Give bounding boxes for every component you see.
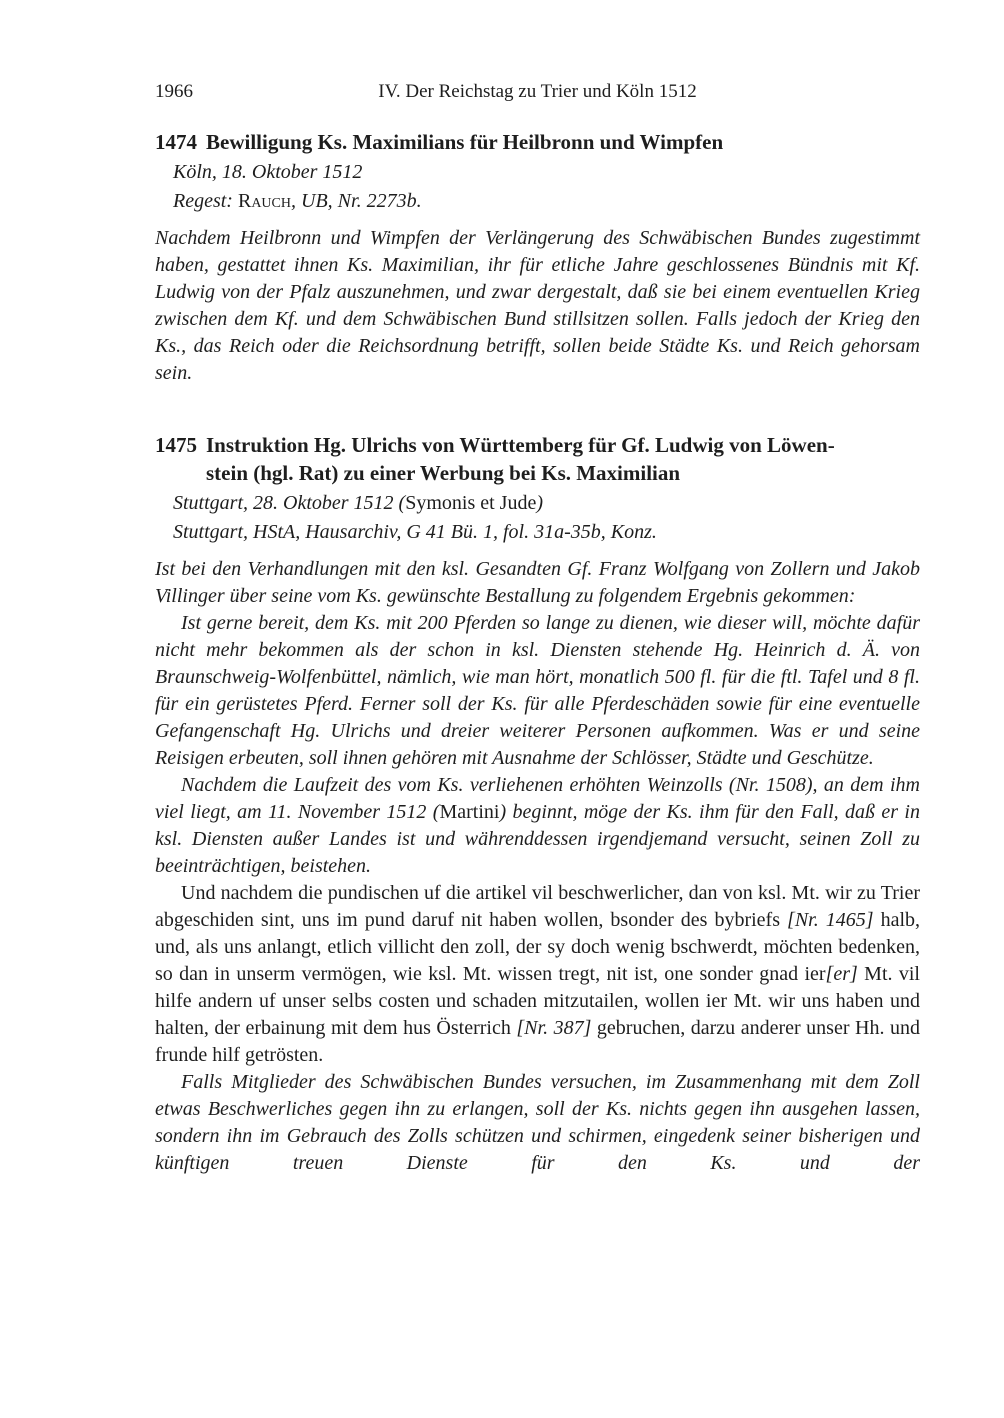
text-segment: Ist gerne bereit, dem Ks. mit 200 Pferden so lange zu dienen, wie dieser will, möchte dafür nicht mehr bekommen als der schon in ksl. Diensten stehende Hg. Heinrich d. Ä. von Braunschweig-Wolfenbüttel, nämlich, wie man hört, monatlich 500 fl. für die ftl. Tafel und 8 fl. für ein gerüstetes Pferd. Ferner soll der Ks. für alle Pferdeschäden sowie für eine eventuelle Gefangenschaft Hg. Ulrichs und dreier weiterer Personen aufkommen. Was er und seine Reisigen erbeuten, soll ihnen gehören mit Ausnahme der Schlösser, Städte und Geschütze. bbox=[155, 612, 920, 769]
text-segment: Stuttgart, HStA, Hausarchiv, G 41 Bü. 1, fol. 31a-35b, Konz. bbox=[173, 521, 657, 543]
regest-entry bbox=[155, 128, 920, 387]
entry-paragraph bbox=[155, 1069, 920, 1177]
entry-number: 1474 bbox=[155, 130, 197, 154]
entry-body bbox=[155, 556, 920, 1177]
text-segment: Und nachdem die pundischen uf die artikel vil beschwerlicher, dan von ksl. Mt. wir zu Trier abgeschiden sint, uns im pund daruf nit haben wollen, bsonder des bybriefs bbox=[155, 882, 920, 931]
entry-paragraph bbox=[155, 225, 920, 387]
text-segment: , UB, Nr. 2273b. bbox=[291, 190, 422, 212]
page-content bbox=[155, 128, 920, 1177]
entry-title: Bewilligung Ks. Maximilians für Heilbronn und Wimpfen bbox=[206, 130, 724, 154]
entry-body bbox=[155, 225, 920, 387]
text-segment: Falls Mitglieder des Schwäbischen Bundes versuchen, im Zusammenhang mit dem Zoll etwas Beschwerliches gegen ihn zu erlangen, soll der Ks. nichts gegen ihn ausgehen lassen, sondern ihn im Gebrauch des Zolls schützen und schirmen, eingedenk seiner bisherigen und künftigen treuen Dienste für den Ks. und der bbox=[155, 1071, 920, 1174]
text-segment: Ist bei den Verhandlungen mit den ksl. Gesandten Gf. Franz Wolfgang von Zollern und Jakob Villinger über seine vom Ks. gewünschte Bestallung zu folgendem Ergebnis gekommen: bbox=[155, 558, 920, 607]
entry-paragraph bbox=[155, 610, 920, 772]
text-segment: Nachdem die Laufzeit des vom Ks. verliehenen erhöhten Weinzolls (Nr. 1508), an dem ihm viel liegt, am 11. November 1512 ( bbox=[155, 774, 920, 823]
text-segment: [Nr. 1465] bbox=[787, 909, 874, 931]
running-title: IV. Der Reichstag zu Trier und Köln 1512 bbox=[378, 81, 697, 102]
entry-sourceline bbox=[173, 190, 920, 212]
text-segment: gebruchen, darzu anderer unser Hh. und frunde hilf getrösten. bbox=[155, 1017, 921, 1066]
text-segment: Köln, 18. Oktober 1512 bbox=[173, 161, 363, 183]
text-segment: ) bbox=[536, 492, 544, 514]
text-segment: [Nr. 387] bbox=[516, 1017, 592, 1039]
text-segment: Mt. vil hilfe andern uf unser selbs costen und schaden mitzutailen, wollen ier Mt. wir uns haben und halten, der erbainung mit dem hus Österrich bbox=[155, 963, 920, 1039]
entry-heading bbox=[155, 431, 920, 487]
text-segment: Regest: bbox=[173, 190, 238, 212]
page-number: 1966 bbox=[155, 81, 193, 102]
entry-heading bbox=[155, 128, 920, 156]
page-header bbox=[155, 80, 920, 104]
entry-dateline bbox=[173, 492, 920, 514]
entry-sourceline bbox=[173, 521, 920, 543]
entry-paragraph bbox=[155, 556, 920, 610]
entry-paragraph bbox=[155, 880, 920, 1069]
text-segment: halb, und, als uns anlangt, etlich villicht den zoll, der sy doch wenig bschwerdt, möchten bedenken, so dan in unserm vermögen, wie ksl. Mt. wissen tregt, nit ist, one sonder gnad ier bbox=[155, 909, 921, 985]
entry-paragraph bbox=[155, 772, 920, 880]
regest-entry bbox=[155, 431, 920, 1177]
entry-title: Instruktion Hg. Ulrichs von Württemberg für Gf. Ludwig von Löwen- stein (hgl. Rat) zu einer Werbung bei Ks. Maximilian bbox=[206, 433, 835, 485]
text-segment: Martini bbox=[439, 801, 500, 823]
entry-number: 1475 bbox=[155, 433, 197, 457]
text-segment: Stuttgart, 28. Oktober 1512 ( bbox=[173, 492, 406, 514]
text-segment: Rauch bbox=[237, 190, 291, 212]
entry-dateline bbox=[173, 161, 920, 183]
text-segment: [er] bbox=[825, 963, 858, 985]
text-segment: Symonis et Jude bbox=[405, 492, 537, 514]
text-segment: ) beginnt, möge der Ks. ihm für den Fall, daß er in ksl. Diensten außer Landes ist und währenddessen irgendjemand versucht, seinen Zoll zu beeinträchtigen, beistehen. bbox=[155, 801, 920, 877]
text-segment: Nachdem Heilbronn und Wimpfen der Verlängerung des Schwäbischen Bundes zugestimmt haben, gestattet ihnen Ks. Maximilian, ihr für etliche Jahre geschlossenes Bündnis mit Kf. Ludwig von der Pfalz auszunehmen, und zwar dergestalt, daß sie bei einem eventuellen Krieg zwischen dem Kf. und dem Schwäbischen Bund stillsitzen sollen. Falls jedoch der Krieg den Ks., das Reich oder die Reichsordnung betrifft, sollen beide Städte Ks. und Reich gehorsam sein. bbox=[155, 227, 920, 384]
